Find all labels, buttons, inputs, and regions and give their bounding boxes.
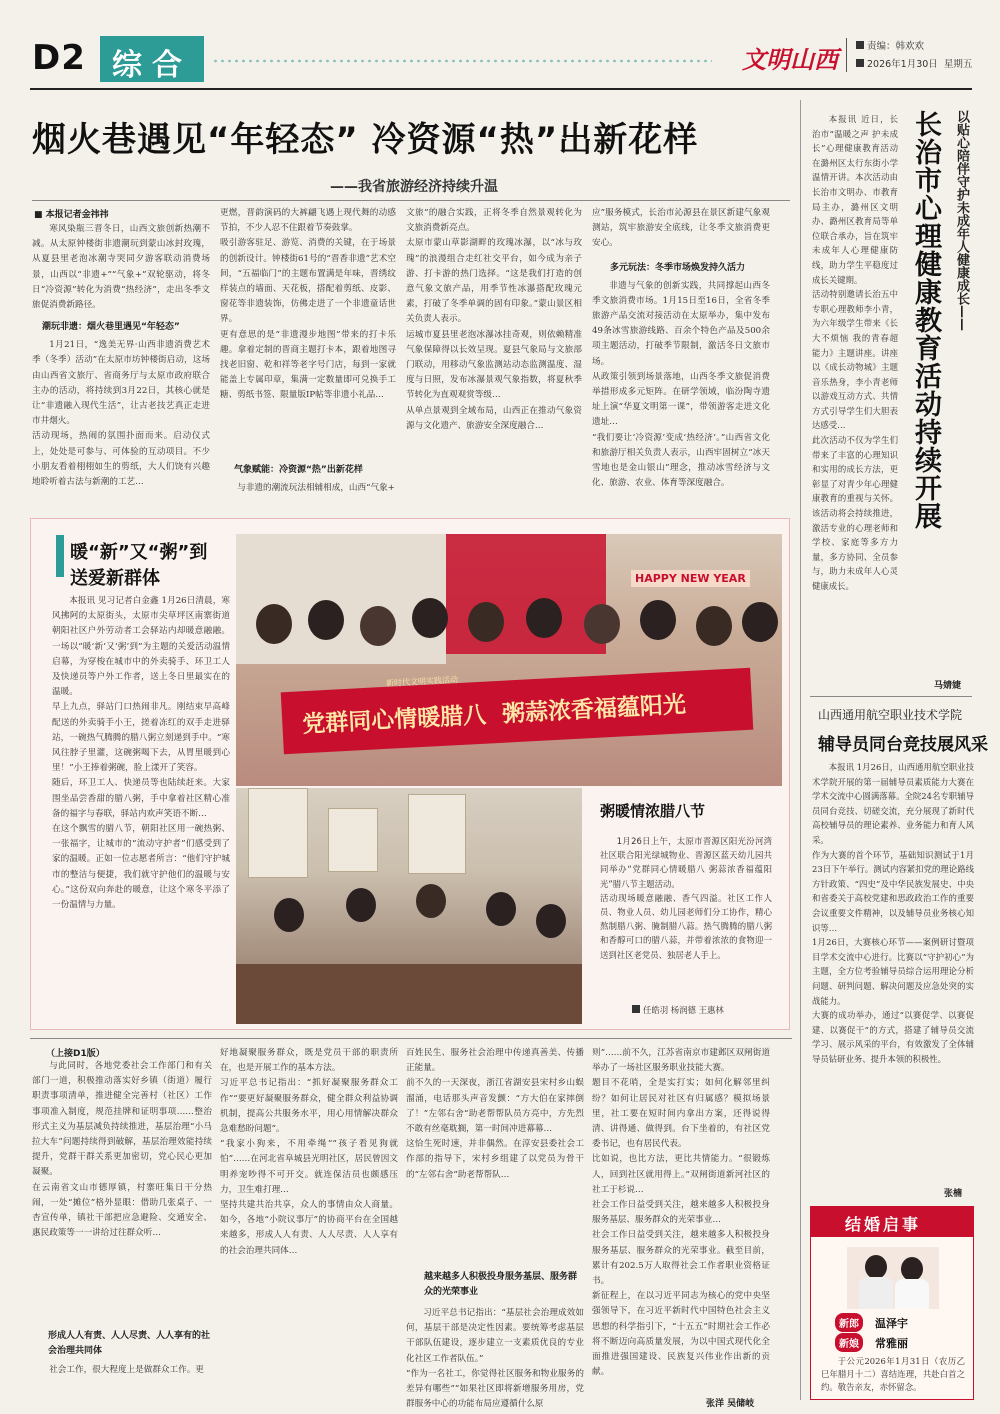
- right2-kicker: 山西通用航空职业技术学院: [818, 708, 963, 722]
- right2-headline: 辅导员同台竞技展风采: [818, 735, 988, 755]
- bottom-col1-body: 与此同时，各地党委社会工作部门和有关部门一道，积极推动落实好乡镇（街道）履行职责事项清单，推进健全完善村（社区）工作事项准入制度，规范挂牌和证明事项……整治形式主义为基层减负持续推进，基层治理“小马拉大车”问题持续得到破解，基层治理效能持续提升，党群干群关系更加密切，党心民心更加凝聚。 在云南省文山市德厚镇，村寨旺集日干分热闹，一处“摊位”格外显眼：借助几张桌子、一杏宣传单，镇社干部把应急避险、交通安全、惠民政策等一一讲给过往群众听…: [32, 1061, 212, 1239]
- issue-date: 2026年1月30日: [867, 59, 938, 70]
- issue-weekday: 星期五: [943, 59, 973, 70]
- section-tag: 综合: [112, 48, 192, 83]
- lead-col-2: [220, 206, 396, 504]
- right-col-divider: [800, 100, 801, 1400]
- photo-credit-names: 任皓羽 杨润德 王惠林: [643, 1005, 724, 1015]
- bottom-col1-subhead: 形成人人有责、人人尽责、人人享有的社会治理共同体: [48, 1331, 211, 1356]
- caption-title: 粥暖情浓腊八节: [600, 802, 706, 820]
- photo-sign-newyear: HAPPY NEW YEAR: [631, 570, 750, 587]
- lead-col2-body-b: 与非遗的潮流玩法相辅相成，山西“气象+: [237, 483, 395, 493]
- masthead: [0, 0, 1000, 92]
- wedding-text: 于公元2026年1月31日（农历乙巳年腊月十二）喜结连理，共赴白首之约。敬告亲友，赤怀留念。: [821, 1356, 965, 1392]
- lead-col1-body: 1月21日，“逸美无界·山西非遗消费艺术季（冬季）活动”在太原市坊钟楼街启动，这场由山西省文旅厅、省商务厅与太原市政府联合主办的活动，将持续到3月22日，其核心就是让“非遗融入现代生活”，让古老技艺真正走进市井烟火。 活动现场，热闹的氛围扑面而来。启动仪式上，处处是可参与、可体验的互动项目。不少小朋友看着栩栩如生的剪纸，大人们饶有兴趣地聆听着古法与新潮的工艺…: [32, 340, 210, 488]
- feature-title-2: 送爱新群体: [70, 568, 160, 589]
- bottom-col-4: 则”……前不久，江苏省南京市建邺区双闸街道举办了一场社区服务职业技能大赛。 题目不花哨，全是实打实；如何化解邻里纠纷？如何让居民对社区有归属感？模拟场景里，社工要在短时间内拿出方案，还得说得清、讲得通、做得到。台下坐着的，有社区党委书记，也有居民代表。 比如说，也比方法，更比共情能力。“很锻炼人，回到社区就用得上。”双闸街道新河社区的社工于杉说… 社会工作日益受到关注，越来越多人积极投身服务基层、服务群众的光荣事业… 社会工作日益受到关注，越来越多人积极投身服务基层、服务群众的光荣事业。截至目前，累计有202.5万人取得社会工作者职业资格证书。 新征程上，在以习近平同志为核心的党中央坚强领导下，在习近平新时代中国特色社会主义思想的科学指引下，“十五五”时期社会工作必将不断迈向高质量发展，为以中国式现代化全面推进强国建设、民族复兴伟业作出新的贡献。: [592, 1048, 770, 1378]
- lead-col1-subhead: 潮玩非遗：烟火巷里遇见“年轻态”: [42, 322, 180, 333]
- lead-col-1: [32, 222, 210, 504]
- feature-title-1: 暖“新”又“粥”到: [70, 542, 208, 563]
- groom-name: 温泽宇: [875, 1317, 908, 1330]
- right1-body-cont: [812, 530, 972, 678]
- editor-line: [856, 38, 924, 52]
- right2-author: 张楠: [944, 1189, 963, 1199]
- right1-end-rule: [810, 696, 972, 697]
- bottom-col-2: 好地凝聚服务群众，既是党员干部的职责所在，也是开展工作的基本方法。 习近平总书记指出：“抓好凝聚服务群众工作”“要更好凝聚服务群众，健全群众利益协调机制，提高公共服务水平，用心用情解决群众急难愁盼问题”。 “我家小狗来，不用牵绳”“孩子看见狗就怕”……在河北省阜城县光明社区，居民曾因文明养宠吵得不可开交。就连保洁员也颇感压力，卫生难打理… 坚持共建共治共享，众人的事情由众人商量。如今，各地“小院议事厅”的协商平台在全国越来越多，形成人人有责、人人尽责、人人享有的社会治理共同体…: [220, 1048, 398, 1256]
- lead-col2-body: 更燃，晋韵演码的大裤翩飞遇上现代舞的动感节拍，不少人忍不住跟着节奏鼓掌。 吸引游客驻足、游览、消费的关键，在于场景的创新设计。钟楼街61号的“晋香非遗”艺术空间，“五福临门”的主题布置满是年味，晋绣纹样装点的墙面、天花板，搭配着剪纸、皮影、窗花等非遗装饰，仿佛走进了一个非遗童话世界。 更有意思的是“非遗漫步地图”带来的打卡乐趣。拿着定制的晋商主题打卡本，跟着地图寻找老旧窗、乾和祥等老字号门店，每到一家就能盖上专属印章，集满一定数量即可兑换手工糖、剪纸书签、限量版IP帖等非遗小礼品…: [220, 208, 396, 401]
- lead-col4-body: 应”服务模式，长治市沁源县在景区新建气象观测站，筑牢旅游安全底线，让冬季文旅消费更安心。: [592, 208, 770, 249]
- paper-name: 文明山西: [742, 45, 838, 74]
- lead-subheadline: ——我省旅游经济持续升温: [330, 179, 498, 195]
- lead-byline: ■ 本报记者金祎祎: [34, 210, 109, 220]
- wedding-photo: [847, 1247, 939, 1309]
- bottom-col3-body-b: 习近平总书记指出：“基层社会治理成效如何，基层干部是决定性因素。要统筹考虑基层干部队伍建设，逐步建立一支素质优良的专业化社区工作者队伍。” “作为一名社工，你觉得社区服务和物业服务的差异有哪些”“如果社区即将新增服务用房，党群服务中心的功能布局应遵循什么原: [406, 1308, 584, 1410]
- right1-headline: 长治市心理健康教育活动持续开展: [910, 110, 941, 530]
- photo-credit: [632, 1004, 724, 1016]
- caption-body: 1月26日上午，太原市晋源区阳光汾河湾社区联合阳光绿城物业、晋源区蓝天幼儿园共同举办“党群同心情暖腊八 粥蒜浓香福蕴阳光”腊八节主题活动。 活动现场暖意融融、香气四溢。社区工作人员、物业人员、幼儿园老师们分工协作，精心熬制腊八粥、腌制腊八蒜。热气腾腾的腊八粥和香醇可口的腊八蒜，并带着浓浓的食物迎一送到社区老党员、独居老人手上。: [600, 836, 772, 960]
- photo2-calligraphy-2: [328, 808, 378, 872]
- date-line: [856, 56, 972, 70]
- feature-photo: [236, 534, 782, 786]
- photo2-calligraphy-3: [408, 794, 466, 874]
- feature-title-bar: [56, 535, 64, 577]
- bottom-top-rule: [30, 1038, 792, 1039]
- right1-body: 本报讯 近日，长治市“温暖之声 护未成长”心理健康教育活动在潞州区太行东街小学温情开讲。本次活动由长治市文明办、市教育局主办，潞州区文明办、潞州区教育局等单位联合承办，旨在筑牢未成年人心理健康防线，助力学生平稳度过成长关键期。 活动特别邀请长治五中专职心理教师李小青，为六年级学生带来《长大不烦恼 我的青春超能力》主题讲座。讲座以《成长动物城》主题音乐热身，李小青老师以游戏互动方式、共情方式引导学生们大胆表达感受… 此次活动不仅为学生们带来了丰富的心理知识和实用的成长方法，更彰显了对青少年心理健康教育的重视与关怀。该活动将会持续推进，激活专业的心理老师和学校、家庭等多方力量，多方协同、全员参与，助力未成年人心灵健康成长。: [812, 114, 898, 591]
- wedding-notice: [810, 1206, 974, 1400]
- page-number: D2: [32, 38, 86, 78]
- masthead-dots: [212, 58, 712, 64]
- masthead-rule: [30, 88, 972, 90]
- lead-col-4: [592, 206, 770, 504]
- photo2-calligraphy-1: [248, 788, 308, 878]
- masthead-divider: [846, 38, 847, 72]
- editor-text: 责编：韩欢欢: [867, 41, 925, 52]
- lead-col4-subhead: 多元玩法：冬季市场焕发持久活力: [610, 262, 746, 273]
- bottom-author: 张洋 吴储岐: [706, 1399, 755, 1409]
- lead-headline: 烟火巷遇见“年轻态” 冷资源“热”出新花样: [32, 120, 699, 160]
- feature-body: 本报讯 见习记者白金鑫 1月26日清晨，寒风拂阿的太原街头，太原市尖草坪区南寨街道朝阳社区户外劳动者工会驿站内却暖意融融。一场以“暖‘新’又‘粥’到”为主题的关爱活动温情启幕，为穿梭在城市中的外卖骑手、环卫工人及快递员等户外工作者，送上冬日里最实在的温暖。 早上九点，驿站门口热闹非凡。刚结束早高峰配送的外卖骑手小王，搓着冻红的双手走进驿站，一碗热气腾腾的腊八粥立刻递到手中。“寒风往脖子里灌，这碗粥喝下去，从胃里暖到心里！”小王捧着粥碗，脸上漾开了笑容。 随后，环卫工人、快递员等也陆续赶来。大家围坐品尝香甜的腊八粥，手中拿着社区精心准备的福字与春联，驿站内欢声笑语不断… 在这个飘雪的腊八节，朝阳社区用一碗热粥、一张福字，让城市的“流动守护者”们感受到了家的温暖。正如一位志愿者所言：“他们守护城市的整洁与便捷，我们就守护他们的温暖与安心。”这份双向奔赴的暖意，让这个寒冬平添了一份温情与力量。: [52, 596, 230, 911]
- lead-col1-intro: 寒风染瓶三晋冬日，山西文旅创新热潮不减。从太原钟楼街非遗潮玩到蒙山冰封玫瑰，从夏县里老泡冰潮寺哭同夕游客联动消费场景，山西以“非遗+”“气象+”双轮驱动，将冬日“冷资源”转化为消费“热经济”，走出冬季文旅促消费新路径。: [32, 224, 210, 311]
- continuation-label: （上接D1版）: [46, 1049, 105, 1059]
- bottom-col3-subhead: 越来越多人积极投身服务基层、服务群众的光荣事业: [424, 1272, 578, 1297]
- date-square-icon: [856, 59, 864, 67]
- photo2-table: [236, 964, 582, 1024]
- right1-kicker: 以贴心陪伴守护未成年人健康成长——: [954, 110, 969, 331]
- editor-square-icon: [856, 41, 864, 49]
- wedding-title: 结婚启事: [845, 1215, 922, 1234]
- lead-col3-body: 文旅”的融合实践，正将冬季自然景观转化为文旅消费新亮点。 太原市蒙山草影湖畔的玫瑰冰瀑，以“冰与玫瑰”的浪漫组合走红社交平台，如今成为亲子游、打卡游的热门选择。“这是我们打造的创意气象文旅产品，用季节性冰瀑搭配玫瑰元素，打破了冬季单调的固有印象。”蒙山景区相关负责人表示。 运城市夏县里老泡冰瀑冰挂奇观，则依赖精准气象保障得以长效呈现。夏县气象局与文旅部门联动，用移动气象监测站动态监测温度、湿度与日照，发布冰瀑景观气象指数，将夏秋季节转化为直观观赏等级… 从单点景观到全域布局，山西正在推动气象资源与文化遗产、旅游安全深度融合…: [406, 208, 582, 431]
- feature-photo-2: [236, 788, 582, 1024]
- bottom-col-1: [32, 1046, 212, 1408]
- bride-label: 新娘: [835, 1333, 863, 1352]
- lead-top-rule: [32, 200, 790, 201]
- lead-col4-body-b: 非遗与气象的创新实践，共同撑起山西冬季文旅消费市场。1月15日至16日，全省冬季旅游产品交流对接活动在太原举办，集中发布49条冰雪旅游线路、百余个特色产品及500余项主题活动，打破季节限制，激活冬日文旅市场。 从政策引领到场景落地，山西冬季文旅促消费举措形成多元矩阵。在研学领域，临汾陶寺遗址上演“华夏文明第一课”，带领游客走进文化遗址… “我们要让‘冷资源’变成‘热经济’。”山西省文化和旅游厅相关负责人表示，山西牢固树立“冰天雪地也是金山银山”理念，推动冰雪经济与文化、旅游、农业、体育等深度融合。: [592, 280, 770, 489]
- groom-label: 新郎: [835, 1313, 863, 1332]
- bride-name: 常雅丽: [875, 1337, 908, 1350]
- bottom-col-3: [406, 1046, 584, 1408]
- bottom-col3-body: 百姓民生、服务社会治理中传递真善美、传播正能量。 前不久的一天深夜，浙江省湖安县宋村乡山蜈溜涌，电话那头声音发颤：“方大伯在家摔倒了！”左邻右舍“助老帮帮队员方亮中，方先烈不敢有丝毫耽搁，第一时间冲进幕幕… 这恰生死时速，并非偶然。在淳安县委社会工作部的指导下，宋村乡组建了以党员为骨干的“左邻右舍”助老帮帮队…: [406, 1048, 584, 1180]
- photo-banner-text: 党群同心情暖腊八 粥蒜浓香福蕴阳光: [301, 691, 687, 739]
- camera-icon: [632, 1005, 640, 1013]
- lead-col-3: [406, 206, 582, 504]
- right2-body: 本报讯 1月26日，山西通用航空职业技术学院开展的第一届辅导员素质能力大赛在学术交流中心圆满落幕。全院24名专职辅导员同台竞技、切磋交流，充分展现了新时代高校辅导员的理论素养、业务能力和育人风采。 作为大赛的首个环节，基础知识测试于1月23日下午举行。测试内容紧扣党的理论路线方针政策、“四史”及中华民族发展史、中央和省委关于高校党建和思政政治工作的重要会议重要文件精神，以及辅导员业务核心知识等… 1月26日，大赛核心环节——案例研讨暨项目学术交流中心进行。比赛以“守护初心”为主题，全方位考验辅导员综合运用理论分析问题、研判问题、解决问题及应急处突的实战能力。 大赛的成功举办，通过“以赛促学、以赛促建、以赛促干”的方式，搭建了辅导员交流学习、展示风采的平台，有效激发了全体辅导员钻研业务、提升本领的积极性。: [812, 762, 974, 1064]
- lead-col2-subhead: 气象赋能：冷资源“热”出新花样: [234, 465, 363, 475]
- bottom-col1-body-b: 社会工作，很大程度上是做群众工作。更: [49, 1365, 204, 1375]
- photo-banner-small: 新时代文明实践活动: [385, 675, 459, 688]
- right1-author: 马婧婕: [934, 681, 962, 691]
